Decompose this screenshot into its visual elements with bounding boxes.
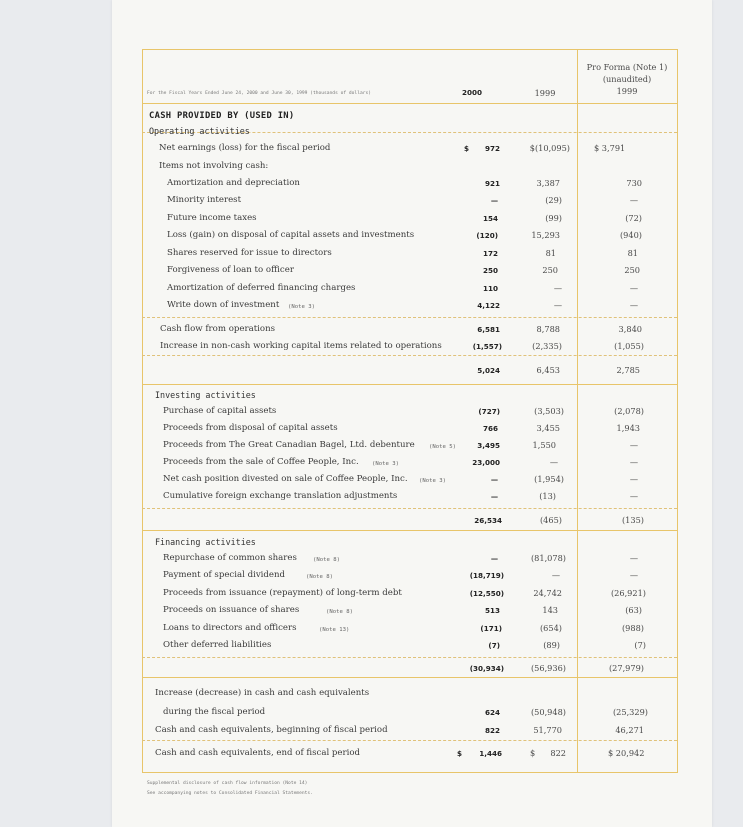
increase-1999: (50,948) [530,707,566,717]
financing-total-rule [142,657,677,658]
fin-row-1999: (654) [539,623,562,633]
op-row-2000: 250 [482,266,498,275]
working-capital-1999: (2,335) [532,341,562,351]
op-row-proforma: — [629,195,638,205]
working-capital-2000: (1,557) [472,342,502,351]
op-row-note: (Note 3) [288,304,315,310]
header-rule [142,103,677,104]
fin-row-label: Payment of special dividend [163,570,286,580]
operating-section-title: Operating activities [149,126,250,136]
net-earnings-1999: $(10,095) [529,143,570,153]
operating-total-1999: 6,453 [536,365,560,375]
fin-row-2000: (7) [488,641,500,650]
fin-row-proforma: — [629,570,638,580]
pro-forma-year: 1999 [616,86,638,96]
inv-row-label: Purchase of capital assets [163,406,277,416]
op-row-2000: 921 [484,179,500,188]
inv-row-1999: (1,954) [534,474,564,484]
inv-row-1999: 1,550 [532,440,556,450]
op-row-label: Write down of investment [167,300,280,310]
operating-total-proforma: 2,785 [616,365,640,375]
op-row-label: Amortization of deferred financing charges [167,283,356,293]
op-row-proforma: (72) [625,213,642,223]
statement-heading: CASH PROVIDED BY (USED IN) [149,111,295,121]
fin-row-label: Proceeds from issuance (repayment) of long-term debt [163,588,402,598]
operating-subtotal-rule [142,317,677,318]
op-row-1999: — [553,283,562,293]
fin-row-1999: 143 [542,605,558,615]
op-row-2000: 154 [482,214,498,223]
inv-row-2000: — [490,475,498,484]
footnote-supplemental: Supplemental disclosure of cash flow information (Note 14) [147,781,308,786]
fin-row-2000: — [490,554,498,563]
financing-total-proforma: (27,979) [608,663,644,673]
op-row-label: Shares reserved for issue to directors [167,248,332,258]
op-row-proforma: 250 [624,265,640,275]
beginning-cash-proforma: 46,271 [615,725,644,735]
op-row-1999: 250 [542,265,558,275]
op-row-2000: 4,122 [477,301,500,310]
op-row-2000: 110 [482,284,498,293]
inv-row-1999: (13) [539,491,556,501]
period-note: For the Fiscal Years Ended June 24, 2000 and June 30, 1999 (thousands of dollars) [147,91,372,96]
fin-row-2000: (18,719) [469,571,504,580]
operating-total-rule [142,355,677,356]
op-row-label: Loss (gain) on disposal of capital assets and investments [167,230,415,240]
fin-row-proforma: (26,921) [610,588,646,598]
end-cash-currency-1999: $ [530,748,536,758]
inv-row-label: Proceeds from The Great Canadian Bagel, Ltd. debenture [163,440,415,450]
inv-row-proforma: — [629,491,638,501]
financing-section-title: Financing activities [155,537,256,547]
investing-total-1999: (465) [539,515,562,525]
cash-flow-1999: 8,788 [536,324,560,334]
end-cash-1999: 822 [550,748,566,758]
pro-forma-header: Pro Forma (Note 1) [586,62,668,72]
investing-section-title: Investing activities [155,390,256,400]
op-row-2000: — [490,196,498,205]
inv-row-label: Cumulative foreign exchange translation adjustments [163,491,398,501]
op-row-1999: (99) [545,213,562,223]
op-row-2000: 172 [482,249,498,258]
investing-total-rule [142,508,677,509]
op-row-proforma: — [629,300,638,310]
inv-row-proforma: 1,943 [616,423,640,433]
inv-row-1999: — [549,457,558,467]
inv-row-note: (Note 5) [429,444,456,450]
fin-row-label: Loans to directors and officers [163,623,297,633]
inv-row-note: (Note 3) [419,478,446,484]
inv-row-2000: (727) [478,407,500,416]
op-row-label: Forgiveness of loan to officer [167,265,294,275]
net-earnings-2000: 972 [484,144,500,153]
net-earnings-currency: $ [464,144,470,153]
end-cash-label: Cash and cash equivalents, end of fiscal period [155,748,361,758]
fin-row-1999: (81,078) [530,553,566,563]
increase-label-line2: during the fiscal period [163,707,266,717]
inv-row-2000: 766 [482,424,498,433]
fin-row-1999: 24,742 [533,588,562,598]
op-row-1999: — [553,300,562,310]
inv-row-2000: 23,000 [472,458,500,467]
fin-row-note: (Note 13) [319,627,350,633]
increase-2000: 624 [484,708,500,717]
inv-row-proforma: — [629,440,638,450]
op-row-proforma: 81 [627,248,638,258]
op-row-1999: 81 [545,248,556,258]
fin-row-note: (Note 8) [313,557,340,563]
beginning-cash-2000: 822 [484,726,500,735]
op-row-proforma: 730 [626,178,642,188]
inv-row-label: Net cash position divested on sale of Coffee People, Inc. [163,474,408,484]
financing-total-2000: (30,934) [469,664,504,673]
footnote-see-notes: See accompanying notes to Consolidated Financial Statements. [147,791,313,796]
beginning-cash-label: Cash and cash equivalents, beginning of fiscal period [155,725,388,735]
fin-row-note: (Note 8) [306,574,333,580]
col-2000-header: 2000 [462,88,483,97]
inv-row-label: Proceeds from disposal of capital assets [163,423,338,433]
op-row-1999: (29) [545,195,562,205]
end-cash-2000: 1,446 [479,749,502,758]
increase-label-line1: Increase (decrease) in cash and cash equivalents [155,688,370,698]
cash-flow-2000: 6,581 [477,325,500,334]
fin-row-proforma: (988) [621,623,644,633]
inv-row-proforma: (2,078) [614,406,644,416]
summary-end-rule [142,740,677,741]
financing-top-rule [142,530,677,531]
fin-row-1999: — [551,570,560,580]
op-row-proforma: (940) [619,230,642,240]
op-row-2000: (120) [476,231,498,240]
fin-row-label: Proceeds on issuance of shares [163,605,300,615]
fin-row-1999: (89) [543,640,560,650]
pro-forma-column-rule [577,49,578,772]
cash-flow-label: Cash flow from operations [160,324,276,334]
op-row-1999: 3,387 [536,178,560,188]
pro-forma-unaudited: (unaudited) [602,74,652,84]
op-row-proforma: — [629,283,638,293]
op-row-label: Minority interest [167,195,242,205]
fin-row-2000: (171) [480,624,502,633]
inv-row-proforma: — [629,457,638,467]
cash-flow-proforma: 3,840 [618,324,642,334]
fin-row-2000: (12,550) [469,589,504,598]
fin-row-label: Other deferred liabilities [163,640,272,650]
fin-row-proforma: (63) [625,605,642,615]
inv-row-2000: — [490,492,498,501]
operating-total-2000: 5,024 [477,366,500,375]
items-not-involving-cash-label: Items not involving cash: [159,161,269,171]
working-capital-proforma: (1,055) [614,341,644,351]
net-earnings-label: Net earnings (loss) for the fiscal period [159,143,331,153]
op-row-label: Future income taxes [167,213,257,223]
investing-total-proforma: (135) [621,515,644,525]
inv-row-proforma: — [629,474,638,484]
fin-row-proforma: — [629,553,638,563]
inv-row-1999: 3,455 [536,423,560,433]
inv-row-note: (Note 3) [372,461,399,467]
fin-row-note: (Note 8) [326,609,353,615]
end-cash-proforma: $ 20,942 [608,748,645,758]
increase-proforma: (25,329) [612,707,648,717]
op-row-label: Amortization and depreciation [167,178,300,188]
net-earnings-proforma: $ 3,791 [594,143,626,153]
col-1999-header: 1999 [534,88,556,98]
inv-row-2000: 3,495 [477,441,500,450]
working-capital-label: Increase in non-cash working capital items related to operations [160,341,442,351]
fin-row-proforma: (7) [634,640,646,650]
end-cash-currency-2000: $ [457,749,463,758]
fin-row-2000: 513 [484,606,500,615]
investing-total-2000: 26,534 [474,516,502,525]
inv-row-1999: (3,503) [534,406,564,416]
op-row-1999: 15,293 [531,230,560,240]
summary-top-rule [142,677,677,678]
financing-total-1999: (56,936) [530,663,566,673]
inv-row-label: Proceeds from the sale of Coffee People, Inc. [163,457,359,467]
beginning-cash-1999: 51,770 [533,725,562,735]
fin-row-label: Repurchase of common shares [163,553,297,563]
investing-top-rule [142,384,677,385]
